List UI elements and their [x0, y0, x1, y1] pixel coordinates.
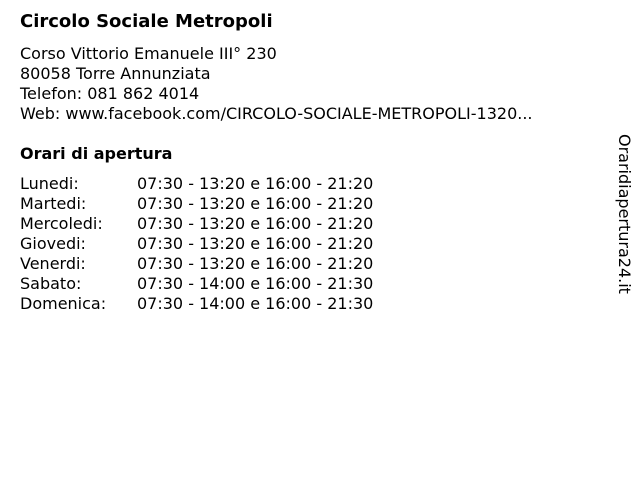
- hours-row-wednesday: [20, 214, 440, 234]
- day-label: Domenica:: [20, 294, 107, 313]
- day-hours: 07:30 - 13:20 e 16:00 - 21:20: [137, 234, 374, 253]
- day-label: Mercoledi:: [20, 214, 103, 233]
- hours-row-sunday: [20, 294, 440, 314]
- day-label: Venerdi:: [20, 254, 86, 273]
- address-street: Corso Vittorio Emanuele III° 230: [20, 44, 277, 63]
- day-hours: 07:30 - 14:00 e 16:00 - 21:30: [137, 294, 374, 313]
- day-label: Giovedi:: [20, 234, 86, 253]
- hours-row-monday: [20, 174, 440, 194]
- address-city: 80058 Torre Annunziata: [20, 64, 211, 83]
- day-hours: 07:30 - 13:20 e 16:00 - 21:20: [137, 194, 374, 213]
- phone-number: Telefon: 081 862 4014: [20, 84, 200, 103]
- day-label: Martedi:: [20, 194, 87, 213]
- hours-row-saturday: [20, 274, 440, 294]
- hours-row-thursday: [20, 234, 440, 254]
- website-link[interactable]: Web: www.facebook.com/CIRCOLO-SOCIALE-METROPOLI-1320...: [20, 104, 533, 123]
- day-hours: 07:30 - 13:20 e 16:00 - 21:20: [137, 174, 374, 193]
- day-hours: 07:30 - 13:20 e 16:00 - 21:20: [137, 214, 374, 233]
- opening-hours-table: [20, 174, 440, 314]
- contact-info: [20, 44, 533, 124]
- opening-hours-heading: Orari di apertura: [20, 144, 173, 163]
- day-label: Lunedi:: [20, 174, 79, 193]
- day-hours: 07:30 - 13:20 e 16:00 - 21:20: [137, 254, 374, 273]
- day-label: Sabato:: [20, 274, 82, 293]
- place-title: Circolo Sociale Metropoli: [20, 11, 273, 32]
- day-hours: 07:30 - 14:00 e 16:00 - 21:30: [137, 274, 374, 293]
- site-brand-vertical: Oraridiapertura24.it: [615, 134, 634, 294]
- hours-row-friday: [20, 254, 440, 274]
- hours-row-tuesday: [20, 194, 440, 214]
